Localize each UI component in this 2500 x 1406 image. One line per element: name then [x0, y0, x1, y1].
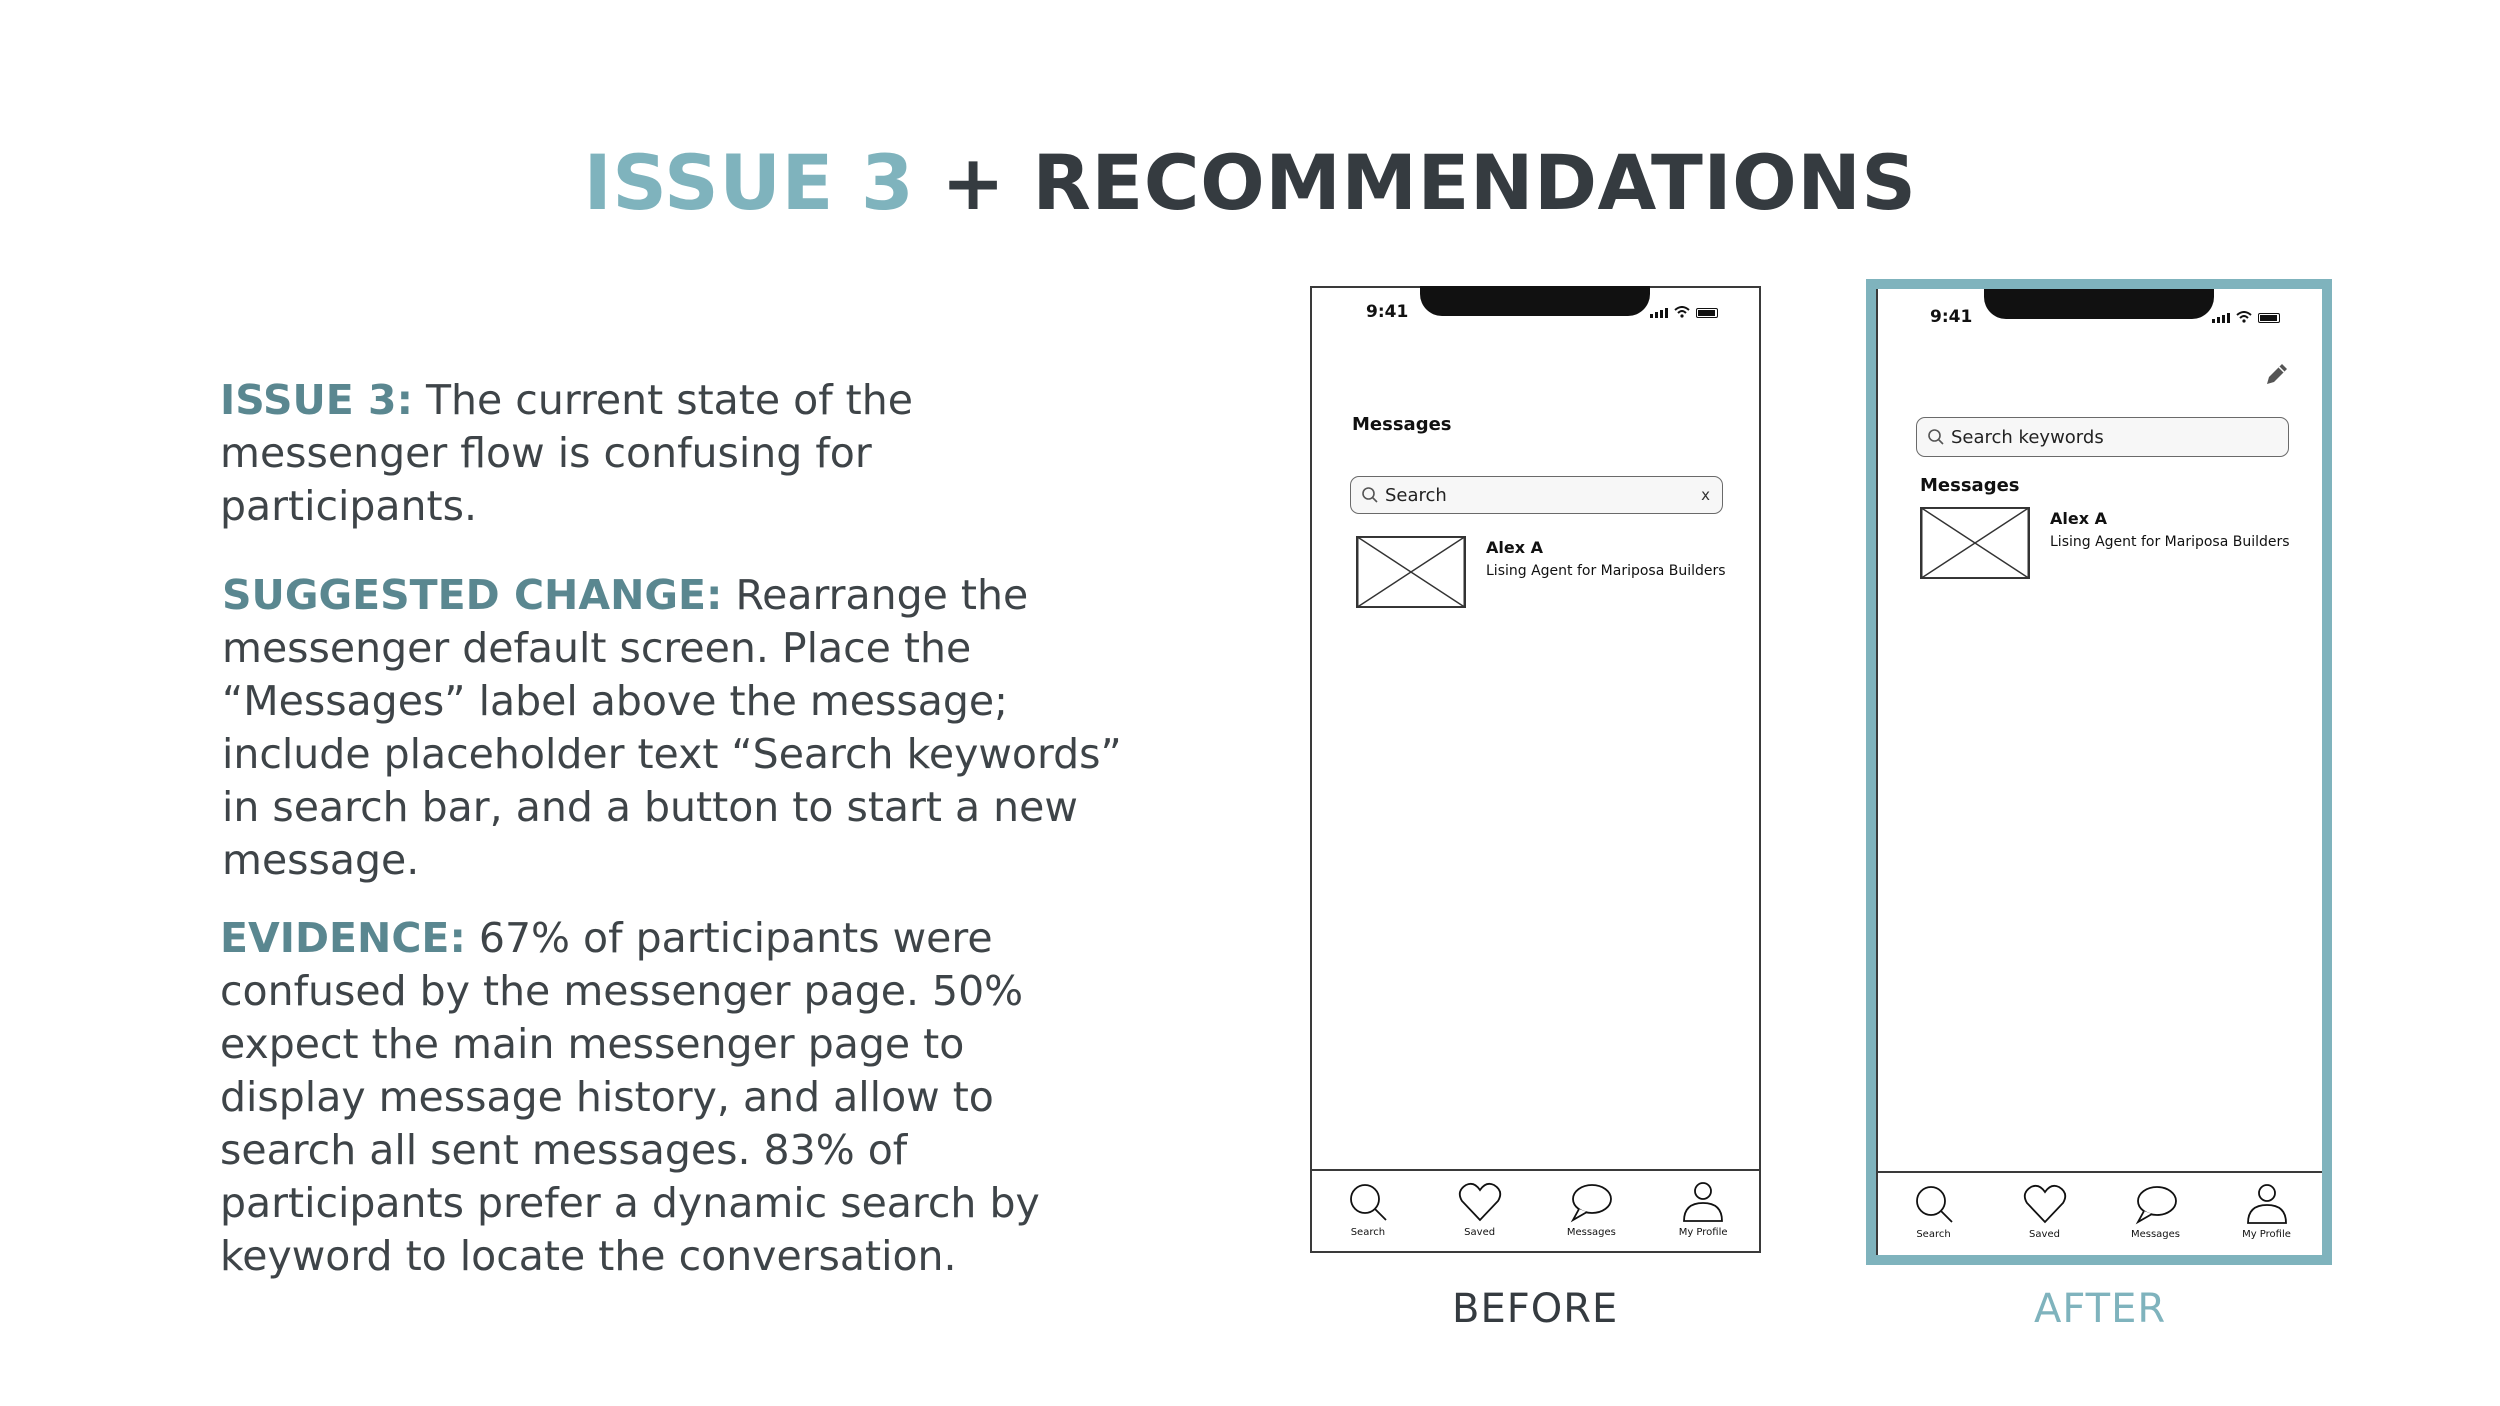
- search-input[interactable]: [1350, 476, 1723, 514]
- issue-label: ISSUE 3:: [220, 376, 413, 424]
- heart-icon: [1458, 1181, 1502, 1223]
- search-input[interactable]: [1916, 417, 2289, 457]
- message-contact-subtitle: Lising Agent for Mariposa Builders: [1486, 563, 1726, 579]
- search-icon: [1927, 428, 1945, 446]
- issue-text: The current state of the messenger flow is confusing for participants.: [220, 376, 913, 530]
- image-placeholder-icon: [1920, 507, 2030, 579]
- tab-my-profile[interactable]: [2222, 1183, 2312, 1240]
- signal-icon: [2212, 313, 2230, 323]
- signal-icon: [1650, 308, 1668, 318]
- profile-icon: [1681, 1181, 1725, 1223]
- suggested-change-text: Rearrange the messenger default screen. Place the “Messages” label above the message; include placeholder text “Search keywords” in search bar, and a button to start a new message.: [222, 571, 1122, 884]
- clear-search-button[interactable]: x: [1701, 486, 1710, 504]
- search-icon: [1347, 1181, 1389, 1223]
- wifi-icon: [2236, 311, 2252, 323]
- before-caption: BEFORE: [1452, 1286, 1619, 1332]
- battery-icon: [1696, 308, 1718, 318]
- tab-search[interactable]: [1889, 1183, 1979, 1240]
- battery-icon: [2258, 313, 2280, 323]
- issue-paragraph: [220, 374, 1120, 533]
- status-time: 9:41: [1366, 302, 1409, 322]
- messages-heading: Messages: [1920, 475, 2020, 496]
- suggested-change-paragraph: [222, 569, 1122, 887]
- bottom-tab-bar: [1312, 1169, 1759, 1251]
- before-phone-mockup: [1310, 286, 1761, 1253]
- bottom-tab-bar: [1878, 1171, 2322, 1255]
- tab-label: Saved: [1464, 1227, 1496, 1238]
- phone-notch: [1984, 289, 2214, 319]
- search-placeholder: Search keywords: [1951, 426, 2104, 448]
- tab-saved[interactable]: [1435, 1181, 1525, 1238]
- messages-heading: Messages: [1352, 414, 1452, 435]
- search-icon: [1913, 1183, 1955, 1225]
- status-icons: [2212, 311, 2280, 323]
- chat-bubble-icon: [2134, 1183, 2178, 1225]
- message-contact-name: Alex A: [1486, 538, 1543, 557]
- search-icon: [1361, 486, 1379, 504]
- after-caption: AFTER: [2034, 1286, 2167, 1332]
- slide-title: [0, 138, 2500, 228]
- tab-search[interactable]: [1323, 1181, 1413, 1238]
- message-list-item[interactable]: [1356, 536, 1726, 608]
- evidence-label: EVIDENCE:: [220, 914, 466, 962]
- message-contact-subtitle: Lising Agent for Mariposa Builders: [2050, 534, 2290, 550]
- status-icons: [1650, 306, 1718, 318]
- tab-label: My Profile: [1678, 1227, 1728, 1238]
- profile-icon: [2245, 1183, 2289, 1225]
- evidence-text: 67% of participants were confused by the messenger page. 50% expect the main messenger page to display message history, and allow to search all sent messages. 83% of participants prefer a dynamic search by keyword to locate the conversation.: [220, 914, 1040, 1280]
- image-placeholder-icon: [1356, 536, 1466, 608]
- after-phone-mockup: [1876, 289, 2322, 1255]
- heart-icon: [2023, 1183, 2067, 1225]
- status-time: 9:41: [1930, 307, 1973, 327]
- tab-my-profile[interactable]: [1658, 1181, 1748, 1238]
- title-accent: ISSUE 3: [583, 138, 915, 227]
- title-rest: + RECOMMENDATIONS: [941, 138, 1917, 227]
- message-list-item[interactable]: [1920, 507, 2290, 579]
- pencil-icon[interactable]: [2262, 359, 2292, 389]
- tab-messages[interactable]: [2111, 1183, 2201, 1240]
- after-phone-highlight-frame: [1866, 279, 2332, 1265]
- phone-notch: [1420, 286, 1650, 316]
- tab-label: Saved: [2029, 1229, 2060, 1240]
- tab-label: Search: [1916, 1229, 1951, 1240]
- tab-label: My Profile: [2242, 1229, 2291, 1240]
- message-contact-name: Alex A: [2050, 509, 2107, 528]
- wifi-icon: [1674, 306, 1690, 318]
- tab-label: Search: [1350, 1227, 1386, 1238]
- search-text: Search: [1385, 484, 1447, 506]
- tab-messages[interactable]: [1546, 1181, 1636, 1238]
- suggested-change-label: SUGGESTED CHANGE:: [222, 571, 723, 619]
- evidence-paragraph: [220, 912, 1120, 1283]
- tab-label: Messages: [2130, 1229, 2181, 1240]
- tab-label: Messages: [1566, 1227, 1616, 1238]
- tab-saved[interactable]: [2000, 1183, 2090, 1240]
- chat-bubble-icon: [1569, 1181, 1613, 1223]
